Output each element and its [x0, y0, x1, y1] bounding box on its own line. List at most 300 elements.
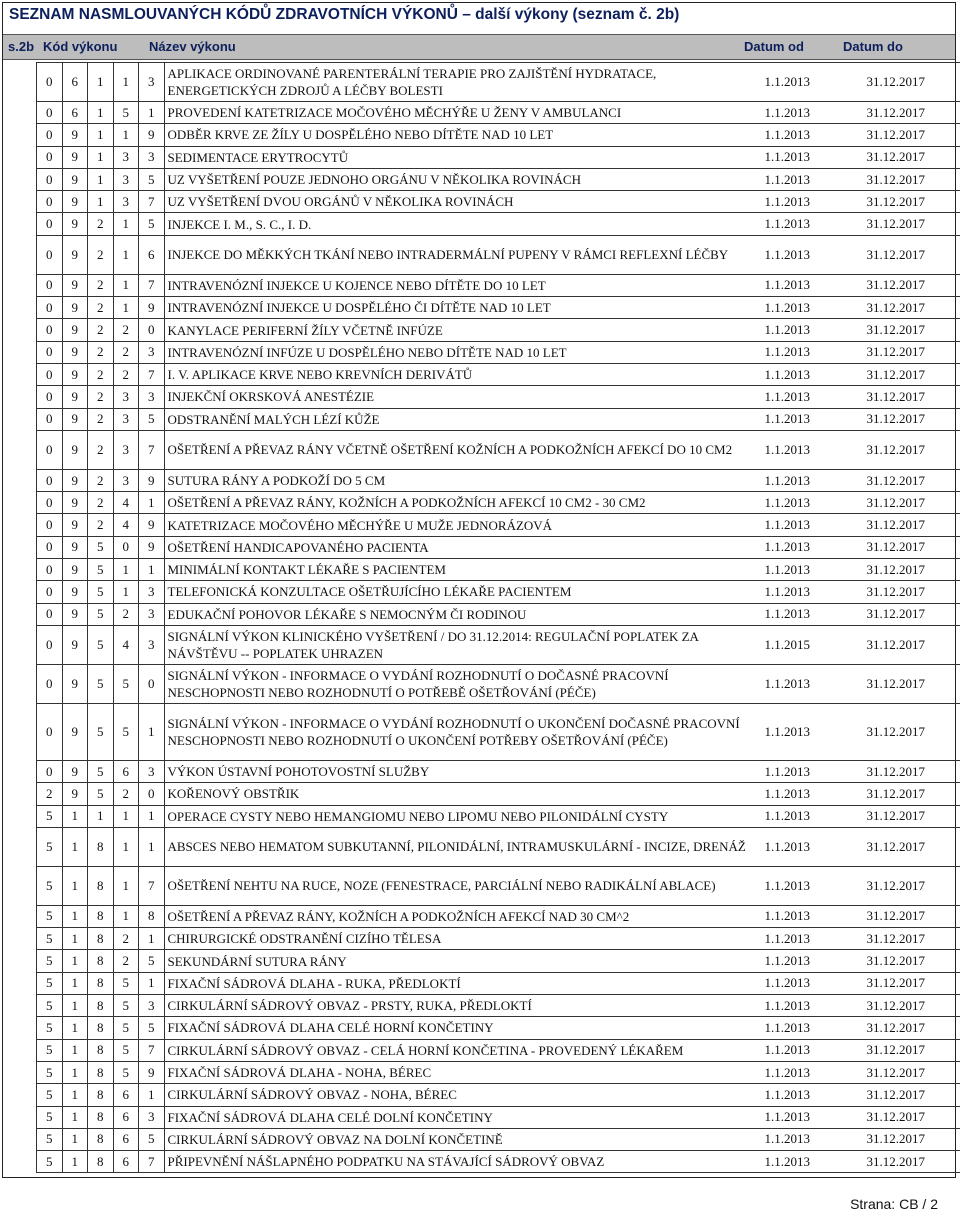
date-from: 1.1.2013: [762, 297, 865, 319]
date-from: 1.1.2013: [762, 319, 865, 341]
code-digit: 6: [113, 1151, 139, 1173]
procedure-name: APLIKACE ORDINOVANÉ PARENTERÁLNÍ TERAPIE PRO ZAJIŠTĚNÍ HYDRATACE, ENERGETICKÝCH ZDROJŮ A LÉČBY BOLESTI: [164, 63, 762, 102]
date-to: 31.12.2017: [865, 827, 960, 866]
code-digit: 1: [62, 995, 88, 1017]
date-from: 1.1.2013: [762, 1017, 865, 1039]
code-digit: 3: [139, 625, 165, 664]
code-digit: 1: [62, 827, 88, 866]
code-digit: 0: [37, 514, 63, 536]
code-digit: 8: [88, 1128, 114, 1150]
code-digit: 0: [37, 102, 63, 124]
procedure-name: CIRKULÁRNÍ SÁDROVÝ OBVAZ - NOHA, BÉREC: [164, 1084, 762, 1106]
code-digit: 0: [37, 146, 63, 168]
date-from: 1.1.2013: [762, 430, 865, 469]
procedure-name: KATETRIZACE MOČOVÉHO MĚCHÝŘE U MUŽE JEDNORÁZOVÁ: [164, 514, 762, 536]
table-row: [37, 1017, 960, 1039]
table-row: [37, 514, 960, 536]
code-digit: 9: [62, 559, 88, 581]
procedure-name: INJEKCE DO MĚKKÝCH TKÁNÍ NEBO INTRADERMÁLNÍ PUPENY V RÁMCI REFLEXNÍ LÉČBY: [164, 235, 762, 274]
code-digit: 0: [37, 124, 63, 146]
date-to: 31.12.2017: [865, 703, 960, 760]
code-digit: 0: [37, 664, 63, 703]
date-to: 31.12.2017: [865, 905, 960, 927]
date-to: 31.12.2017: [865, 625, 960, 664]
procedure-name: ODSTRANĚNÍ MALÝCH LÉZÍ KŮŽE: [164, 408, 762, 430]
date-from: 1.1.2013: [762, 235, 865, 274]
code-digit: 2: [113, 363, 139, 385]
code-digit: 3: [139, 63, 165, 102]
code-digit: 0: [37, 625, 63, 664]
code-digit: 2: [113, 928, 139, 950]
procedure-name: FIXAČNÍ SÁDROVÁ DLAHA CELÉ DOLNÍ KONČETINY: [164, 1106, 762, 1128]
code-digit: 5: [113, 995, 139, 1017]
table-row: [37, 341, 960, 363]
code-digit: 1: [62, 1039, 88, 1061]
code-digit: 9: [62, 603, 88, 625]
procedure-name: UZ VYŠETŘENÍ DVOU ORGÁNŮ V NĚKOLIKA ROVINÁCH: [164, 191, 762, 213]
code-digit: 8: [139, 905, 165, 927]
procedure-name: OŠETŘENÍ HANDICAPOVANÉHO PACIENTA: [164, 536, 762, 558]
date-from: 1.1.2013: [762, 664, 865, 703]
date-from: 1.1.2013: [762, 603, 865, 625]
code-digit: 1: [88, 102, 114, 124]
table-row: [37, 581, 960, 603]
code-digit: 9: [62, 341, 88, 363]
date-from: 1.1.2013: [762, 866, 865, 905]
code-digit: 1: [62, 950, 88, 972]
code-digit: 1: [62, 805, 88, 827]
code-digit: 5: [113, 1017, 139, 1039]
table-row: [37, 168, 960, 190]
date-to: 31.12.2017: [865, 274, 960, 296]
code-digit: 5: [88, 603, 114, 625]
code-digit: 3: [139, 1106, 165, 1128]
code-digit: 2: [88, 469, 114, 491]
code-digit: 0: [37, 274, 63, 296]
date-to: 31.12.2017: [865, 783, 960, 805]
code-digit: 9: [62, 235, 88, 274]
table-row: [37, 469, 960, 491]
code-digit: 5: [88, 559, 114, 581]
table-row: [37, 559, 960, 581]
date-from: 1.1.2013: [762, 1106, 865, 1128]
code-digit: 2: [88, 274, 114, 296]
code-digit: 7: [139, 1151, 165, 1173]
procedure-name: SIGNÁLNÍ VÝKON KLINICKÉHO VYŠETŘENÍ / DO 31.12.2014: REGULAČNÍ POPLATEK ZA NÁVŠTĚVU -- POPLATEK UHRAZEN: [164, 625, 762, 664]
code-digit: 0: [37, 191, 63, 213]
code-digit: 9: [139, 297, 165, 319]
code-digit: 8: [88, 1084, 114, 1106]
code-digit: 1: [88, 63, 114, 102]
code-digit: 2: [113, 950, 139, 972]
code-digit: 1: [139, 703, 165, 760]
code-digit: 1: [139, 1084, 165, 1106]
code-digit: 7: [139, 1039, 165, 1061]
code-digit: 1: [139, 827, 165, 866]
code-digit: 4: [113, 514, 139, 536]
code-digit: 9: [62, 492, 88, 514]
code-digit: 5: [139, 213, 165, 235]
date-from: 1.1.2015: [762, 625, 865, 664]
table-row: [37, 972, 960, 994]
table-row: [37, 274, 960, 296]
code-digit: 9: [62, 146, 88, 168]
code-digit: 3: [139, 341, 165, 363]
code-digit: 6: [113, 1084, 139, 1106]
table-row: [37, 664, 960, 703]
table-row: [37, 363, 960, 385]
date-from: 1.1.2013: [762, 703, 865, 760]
code-digit: 9: [139, 469, 165, 491]
code-digit: 9: [62, 703, 88, 760]
code-digit: 9: [139, 124, 165, 146]
code-digit: 1: [113, 805, 139, 827]
code-digit: 3: [113, 146, 139, 168]
table-row: [37, 146, 960, 168]
date-to: 31.12.2017: [865, 1151, 960, 1173]
table-row: [37, 928, 960, 950]
code-digit: 1: [139, 805, 165, 827]
code-digit: 2: [88, 408, 114, 430]
procedure-name: ABSCES NEBO HEMATOM SUBKUTANNÍ, PILONIDÁLNÍ, INTRAMUSKULÁRNÍ - INCIZE, DRENÁŽ: [164, 827, 762, 866]
date-to: 31.12.2017: [865, 581, 960, 603]
date-from: 1.1.2013: [762, 469, 865, 491]
procedure-name: OPERACE CYSTY NEBO HEMANGIOMU NEBO LIPOMU NEBO PILONIDÁLNÍ CYSTY: [164, 805, 762, 827]
table-row: [37, 213, 960, 235]
code-digit: 0: [37, 319, 63, 341]
code-digit: 0: [37, 492, 63, 514]
date-from: 1.1.2013: [762, 63, 865, 102]
code-digit: 1: [62, 1106, 88, 1128]
code-digit: 2: [88, 492, 114, 514]
code-digit: 1: [62, 1128, 88, 1150]
procedure-name: OŠETŘENÍ A PŘEVAZ RÁNY, KOŽNÍCH A PODKOŽNÍCH AFEKCÍ NAD 30 CM^2: [164, 905, 762, 927]
procedure-name: INTRAVENÓZNÍ INFÚZE U DOSPĚLÉHO NEBO DÍTĚTE NAD 10 LET: [164, 341, 762, 363]
code-digit: 9: [62, 408, 88, 430]
code-digit: 0: [37, 469, 63, 491]
procedure-name: OŠETŘENÍ A PŘEVAZ RÁNY, KOŽNÍCH A PODKOŽNÍCH AFEKCÍ 10 CM2 - 30 CM2: [164, 492, 762, 514]
code-digit: 3: [139, 581, 165, 603]
code-digit: 0: [37, 63, 63, 102]
code-digit: 1: [139, 972, 165, 994]
table-row: [37, 703, 960, 760]
table-row: [37, 783, 960, 805]
date-from: 1.1.2013: [762, 146, 865, 168]
code-digit: 1: [62, 1084, 88, 1106]
code-digit: 9: [62, 363, 88, 385]
header-code: Kód výkonu: [43, 39, 118, 54]
code-digit: 3: [113, 168, 139, 190]
code-digit: 5: [88, 536, 114, 558]
code-digit: 6: [62, 63, 88, 102]
table-row: [37, 760, 960, 782]
code-digit: 4: [113, 625, 139, 664]
code-digit: 3: [139, 760, 165, 782]
code-digit: 8: [88, 928, 114, 950]
procedure-name: TELEFONICKÁ KONZULTACE OŠETŘUJÍCÍHO LÉKAŘE PACIENTEM: [164, 581, 762, 603]
code-digit: 7: [139, 274, 165, 296]
code-digit: 1: [88, 168, 114, 190]
code-digit: 6: [113, 760, 139, 782]
table-row: [37, 63, 960, 102]
code-digit: 5: [113, 972, 139, 994]
code-digit: 1: [139, 559, 165, 581]
code-digit: 1: [62, 972, 88, 994]
code-digit: 0: [37, 341, 63, 363]
code-digit: 5: [139, 168, 165, 190]
date-to: 31.12.2017: [865, 995, 960, 1017]
code-digit: 0: [37, 703, 63, 760]
date-from: 1.1.2013: [762, 783, 865, 805]
procedure-name: FIXAČNÍ SÁDROVÁ DLAHA - RUKA, PŘEDLOKTÍ: [164, 972, 762, 994]
date-to: 31.12.2017: [865, 492, 960, 514]
procedure-name: CIRKULÁRNÍ SÁDROVÝ OBVAZ NA DOLNÍ KONČETINĚ: [164, 1128, 762, 1150]
procedure-name: INTRAVENÓZNÍ INJEKCE U KOJENCE NEBO DÍTĚTE DO 10 LET: [164, 274, 762, 296]
code-digit: 9: [62, 274, 88, 296]
code-digit: 0: [37, 536, 63, 558]
code-digit: 5: [88, 783, 114, 805]
date-to: 31.12.2017: [865, 213, 960, 235]
procedure-name: PROVEDENÍ KATETRIZACE MOČOVÉHO MĚCHÝŘE U ŽENY V AMBULANCI: [164, 102, 762, 124]
code-digit: 5: [113, 664, 139, 703]
code-digit: 9: [62, 664, 88, 703]
date-to: 31.12.2017: [865, 664, 960, 703]
table-row: [37, 603, 960, 625]
code-digit: 8: [88, 905, 114, 927]
code-digit: 2: [88, 297, 114, 319]
procedure-name: INTRAVENÓZNÍ INJEKCE U DOSPĚLÉHO ČI DÍTĚTE NAD 10 LET: [164, 297, 762, 319]
date-to: 31.12.2017: [865, 1061, 960, 1083]
code-digit: 2: [113, 603, 139, 625]
code-digit: 0: [37, 603, 63, 625]
code-digit: 1: [139, 102, 165, 124]
code-digit: 5: [113, 102, 139, 124]
table-row: [37, 386, 960, 408]
date-to: 31.12.2017: [865, 102, 960, 124]
code-digit: 8: [88, 1106, 114, 1128]
code-digit: 9: [139, 536, 165, 558]
code-digit: 2: [88, 341, 114, 363]
code-digit: 5: [37, 1106, 63, 1128]
code-digit: 9: [62, 213, 88, 235]
procedure-name: VÝKON ÚSTAVNÍ POHOTOVOSTNÍ SLUŽBY: [164, 760, 762, 782]
code-digit: 0: [37, 168, 63, 190]
page-number: Strana: CB / 2: [850, 1196, 938, 1212]
code-digit: 0: [139, 319, 165, 341]
date-to: 31.12.2017: [865, 319, 960, 341]
code-digit: 5: [37, 995, 63, 1017]
procedure-name: OŠETŘENÍ NEHTU NA RUCE, NOZE (FENESTRACE, PARCIÁLNÍ NEBO RADIKÁLNÍ ABLACE): [164, 866, 762, 905]
procedure-name: CIRKULÁRNÍ SÁDROVÝ OBVAZ - PRSTY, RUKA, PŘEDLOKTÍ: [164, 995, 762, 1017]
date-from: 1.1.2013: [762, 408, 865, 430]
code-digit: 8: [88, 827, 114, 866]
table-row: [37, 1128, 960, 1150]
code-digit: 0: [37, 386, 63, 408]
code-digit: 3: [113, 430, 139, 469]
code-digit: 5: [139, 1017, 165, 1039]
table-row: [37, 827, 960, 866]
date-from: 1.1.2013: [762, 191, 865, 213]
code-digit: 9: [62, 319, 88, 341]
code-digit: 5: [37, 805, 63, 827]
table-row: [37, 235, 960, 274]
date-from: 1.1.2013: [762, 1151, 865, 1173]
code-digit: 2: [88, 319, 114, 341]
code-digit: 8: [88, 950, 114, 972]
code-digit: 3: [113, 469, 139, 491]
code-digit: 1: [113, 124, 139, 146]
code-digit: 9: [62, 625, 88, 664]
date-to: 31.12.2017: [865, 559, 960, 581]
code-digit: 2: [113, 319, 139, 341]
procedure-name: FIXAČNÍ SÁDROVÁ DLAHA CELÉ HORNÍ KONČETINY: [164, 1017, 762, 1039]
code-digit: 8: [88, 1017, 114, 1039]
table-row: [37, 995, 960, 1017]
procedure-name: SIGNÁLNÍ VÝKON - INFORMACE O VYDÁNÍ ROZHODNUTÍ O UKONČENÍ DOČASNÉ PRACOVNÍ NESCHOPNOSTI NEBO ROZHODNUTÍ O UKONČENÍ POTŘEBY OŠETŘOVÁNÍ (PÉČE): [164, 703, 762, 760]
code-digit: 8: [88, 995, 114, 1017]
code-digit: 1: [88, 146, 114, 168]
date-to: 31.12.2017: [865, 469, 960, 491]
date-from: 1.1.2013: [762, 102, 865, 124]
header-list: s.2b: [8, 39, 35, 54]
code-digit: 6: [62, 102, 88, 124]
code-digit: 5: [37, 827, 63, 866]
date-to: 31.12.2017: [865, 1084, 960, 1106]
date-from: 1.1.2013: [762, 760, 865, 782]
procedure-name: KANYLACE PERIFERNÍ ŽÍLY VČETNĚ INFÚZE: [164, 319, 762, 341]
code-digit: 7: [139, 430, 165, 469]
date-from: 1.1.2013: [762, 581, 865, 603]
procedure-name: OŠETŘENÍ A PŘEVAZ RÁNY VČETNĚ OŠETŘENÍ KOŽNÍCH A PODKOŽNÍCH AFEKCÍ DO 10 CM2: [164, 430, 762, 469]
code-digit: 1: [139, 492, 165, 514]
code-digit: 8: [88, 1151, 114, 1173]
table-row: [37, 1151, 960, 1173]
code-digit: 5: [37, 950, 63, 972]
header-date-from: Datum od: [744, 39, 804, 54]
code-digit: 1: [88, 124, 114, 146]
code-digit: 1: [88, 191, 114, 213]
code-digit: 1: [88, 805, 114, 827]
code-digit: 5: [139, 1128, 165, 1150]
date-to: 31.12.2017: [865, 124, 960, 146]
code-digit: 9: [139, 514, 165, 536]
code-digit: 9: [62, 430, 88, 469]
table-row: [37, 124, 960, 146]
table-row: [37, 866, 960, 905]
code-digit: 1: [113, 905, 139, 927]
code-digit: 5: [37, 1061, 63, 1083]
code-digit: 1: [113, 559, 139, 581]
date-to: 31.12.2017: [865, 386, 960, 408]
code-digit: 3: [139, 386, 165, 408]
table-row: [37, 102, 960, 124]
procedure-name: MINIMÁLNÍ KONTAKT LÉKAŘE S PACIENTEM: [164, 559, 762, 581]
code-digit: 2: [113, 341, 139, 363]
header-date-to: Datum do: [843, 39, 903, 54]
code-digit: 0: [37, 297, 63, 319]
code-digit: 7: [139, 363, 165, 385]
code-digit: 1: [62, 1061, 88, 1083]
code-digit: 5: [37, 1039, 63, 1061]
code-digit: 2: [88, 386, 114, 408]
code-digit: 9: [139, 1061, 165, 1083]
procedure-name: INJEKCE I. M., S. C., I. D.: [164, 213, 762, 235]
date-to: 31.12.2017: [865, 866, 960, 905]
date-from: 1.1.2013: [762, 124, 865, 146]
table-row: [37, 430, 960, 469]
date-from: 1.1.2013: [762, 995, 865, 1017]
table-row: [37, 408, 960, 430]
code-digit: 9: [62, 168, 88, 190]
code-digit: 2: [88, 430, 114, 469]
date-to: 31.12.2017: [865, 168, 960, 190]
code-digit: 0: [37, 760, 63, 782]
code-digit: 1: [113, 274, 139, 296]
date-from: 1.1.2013: [762, 363, 865, 385]
date-to: 31.12.2017: [865, 950, 960, 972]
date-from: 1.1.2013: [762, 1084, 865, 1106]
code-digit: 7: [139, 866, 165, 905]
date-from: 1.1.2013: [762, 168, 865, 190]
procedure-name: KOŘENOVÝ OBSTŘIK: [164, 783, 762, 805]
date-from: 1.1.2013: [762, 213, 865, 235]
table-header: [3, 34, 955, 60]
date-from: 1.1.2013: [762, 805, 865, 827]
code-digit: 0: [37, 581, 63, 603]
date-to: 31.12.2017: [865, 191, 960, 213]
date-to: 31.12.2017: [865, 363, 960, 385]
procedure-name: SEDIMENTACE ERYTROCYTŮ: [164, 146, 762, 168]
code-digit: 6: [139, 235, 165, 274]
code-digit: 1: [62, 1017, 88, 1039]
procedure-name: SEKUNDÁRNÍ SUTURA RÁNY: [164, 950, 762, 972]
code-digit: 3: [113, 191, 139, 213]
code-digit: 3: [139, 603, 165, 625]
code-digit: 9: [62, 581, 88, 603]
code-digit: 0: [139, 664, 165, 703]
date-to: 31.12.2017: [865, 297, 960, 319]
table-row: [37, 297, 960, 319]
code-digit: 5: [113, 1039, 139, 1061]
code-digit: 9: [62, 124, 88, 146]
table-row: [37, 905, 960, 927]
table-row: [37, 1061, 960, 1083]
date-to: 31.12.2017: [865, 341, 960, 363]
code-digit: 0: [37, 408, 63, 430]
code-digit: 5: [139, 408, 165, 430]
date-from: 1.1.2013: [762, 1061, 865, 1083]
procedure-name: INJEKČNÍ OKRSKOVÁ ANESTÉZIE: [164, 386, 762, 408]
code-digit: 0: [113, 536, 139, 558]
date-to: 31.12.2017: [865, 514, 960, 536]
code-digit: 1: [62, 866, 88, 905]
table-row: [37, 950, 960, 972]
date-from: 1.1.2013: [762, 514, 865, 536]
code-digit: 2: [88, 213, 114, 235]
date-to: 31.12.2017: [865, 1017, 960, 1039]
code-digit: 9: [62, 469, 88, 491]
code-digit: 3: [113, 386, 139, 408]
date-to: 31.12.2017: [865, 1106, 960, 1128]
code-digit: 9: [62, 514, 88, 536]
code-digit: 5: [37, 1151, 63, 1173]
code-digit: 2: [88, 514, 114, 536]
date-to: 31.12.2017: [865, 805, 960, 827]
date-to: 31.12.2017: [865, 235, 960, 274]
date-to: 31.12.2017: [865, 760, 960, 782]
table-row: [37, 1084, 960, 1106]
date-to: 31.12.2017: [865, 146, 960, 168]
